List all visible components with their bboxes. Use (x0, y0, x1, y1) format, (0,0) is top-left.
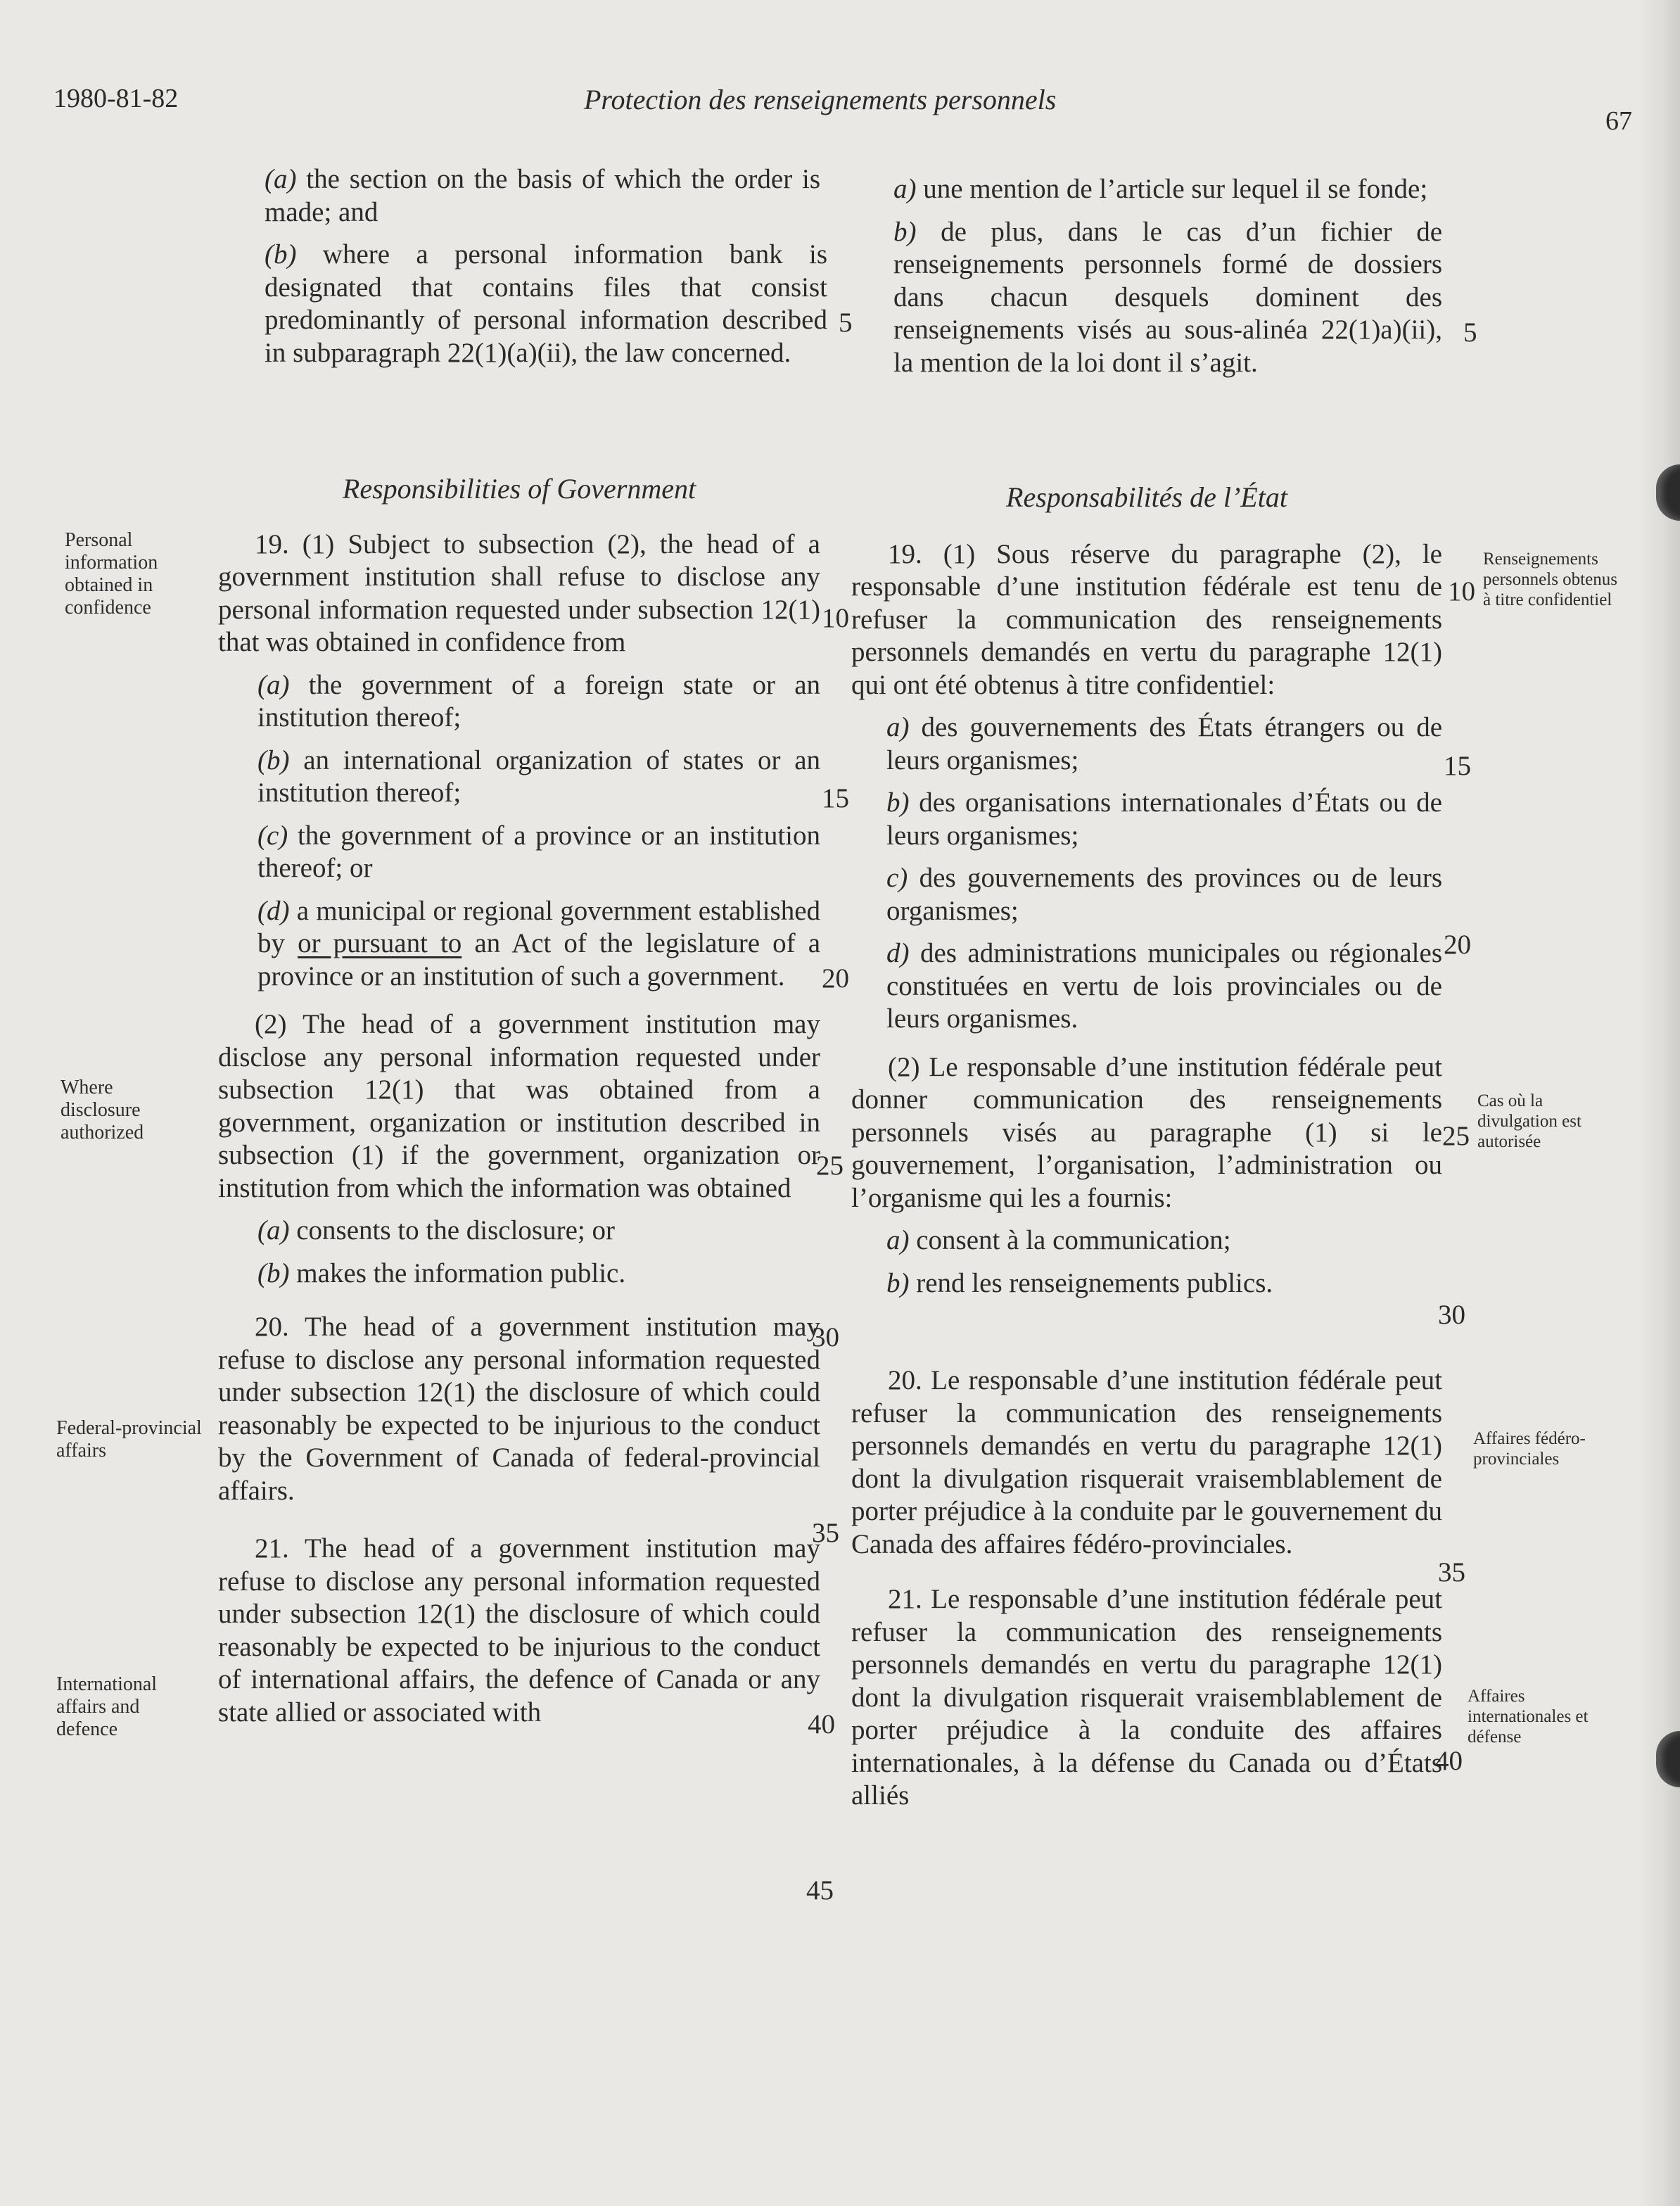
marginal-note-fr-19-2: Cas où la divulgation est autorisée (1477, 1091, 1582, 1151)
fr-item-top-a: a) une mention de l’article sur lequel il se fonde; (893, 174, 1428, 204)
english-column (218, 163, 827, 379)
en-line-number: 45 (806, 1875, 834, 1906)
en-s19-2-a: (a) consents to the disclosure; or (257, 1215, 615, 1245)
fr-line-number: 10 (1448, 576, 1475, 607)
fr-s19-1-c: c) des gouvernements des provinces ou de leurs organismes; (886, 863, 1443, 926)
french-column-body (851, 481, 1442, 1823)
en-s19-1-d: (d) a municipal or regional government established by or pursuant to an Act of the legislature of a province or an institution of such a government. (257, 895, 821, 991)
marginal-note-en-21: International affairs and defence (56, 1673, 158, 1740)
en-line-number: 40 (808, 1709, 835, 1739)
fr-s19-1-d: d) des administrations municipales ou régionales constituées en vertu de lois provinciales ou de leurs organismes. (886, 938, 1442, 1034)
fr-item-top-b: b) de plus, dans le cas d’un fichier de renseignements personnels formé de dossiers dans chacun desquels dominent des renseignements visés au sous-alinéa 22(1)a)(ii), la mention de la loi dont il s’agit. (893, 216, 1442, 378)
en-heading: Responsibilities of Government (342, 473, 696, 505)
en-line-number: 30 (812, 1322, 839, 1352)
en-s19-2-b: (b) makes the information public. (257, 1257, 626, 1288)
en-s20: 20. The head of a government institution may refuse to disclose any personal information requested under subsection 12(1) the disclosure of which could reasonably be expected to be injurious to the conduct by the Government of Canada of federal-provincial affairs. (218, 1312, 820, 1506)
marginal-note-fr-20: Affaires fédéro-provinciales (1473, 1429, 1586, 1469)
fr-line-number: 15 (1444, 751, 1471, 781)
fr-line-number: 40 (1435, 1746, 1463, 1776)
marginal-note-fr-19-1: Renseignements personnels obtenus à titre confidentiel (1483, 550, 1617, 609)
en-line-number: 15 (822, 783, 849, 813)
header-years: 1980-81-82 (53, 84, 179, 113)
fr-heading: Responsabilités de l’État (1006, 481, 1287, 513)
fr-s19-2-a: a) consent à la communication; (886, 1225, 1231, 1255)
en-s19-2-intro: (2) The head of a government institution may disclose any personal information requested under subsection 12(1) that was obtained from a government, organization or institution described in subsection (1) if the government, organization or institution from which the information was obtained (218, 1009, 820, 1203)
en-line-number: 20 (822, 963, 849, 994)
en-line-number: 35 (812, 1518, 839, 1548)
marginal-note-en-19-1: Personal information obtained in confidence (65, 529, 158, 619)
en-item-top-b: (b) where a personal information bank is designated that contains files that consist predominantly of personal information described in subparagraph 22(1)(a)(ii), the law concerned. (265, 239, 827, 368)
marginal-note-fr-21: Affaires internationales et défense (1468, 1687, 1589, 1747)
marginal-note-en-19-2: Where disclosure authorized (61, 1077, 144, 1143)
fr-s21: 21. Le responsable d’une institution fédérale peut refuser la communication des renseignements personnels demandés en vertu du paragraphe 12(1) dont la divulgation risquerait vraisemblablement de porter préjudice à la conduite des affaires internationales, à la défense du Canada ou d’États alliés (851, 1584, 1442, 1811)
en-item-top-a: (a) the section on the basis of which the order is made; and (265, 164, 821, 227)
fr-s20: 20. Le responsable d’une institution fédérale peut refuser la communication des renseignements personnels demandés en vertu du paragraphe 12(1) dont la divulgation risquerait vraisemblablement de porter préjudice à la conduite par le gouvernement du Canada des affaires fédéro-provinciales. (851, 1365, 1442, 1559)
marginal-note-en-20: Federal-provincial affairs (56, 1417, 202, 1462)
fr-s19-1-a: a) des gouvernements des États étrangers ou de leurs organismes; (886, 712, 1442, 775)
header-title: Protection des renseignements personnels (584, 84, 1057, 115)
page-edge-shadow (1638, 0, 1680, 2206)
fr-line-number: 25 (1442, 1121, 1470, 1151)
fr-line-number: 35 (1438, 1557, 1465, 1587)
en-s21: 21. The head of a government institution may refuse to disclose any personal information requested under subsection 12(1) the disclosure of which could reasonably be expected to be injurious to the conduct of international affairs, the defence of Canada or any state allied or associated with (218, 1533, 820, 1728)
en-line-number: 5 (839, 308, 853, 338)
french-column (851, 173, 1442, 389)
fr-line-number: 20 (1444, 930, 1471, 960)
en-s19-1-c: (c) the government of a province or an institution thereof; or (257, 820, 821, 883)
english-column-body (218, 473, 820, 1739)
fr-line-number: 5 (1463, 317, 1477, 348)
fr-line-number: 30 (1438, 1300, 1465, 1330)
page-number: 67 (1605, 106, 1632, 136)
fr-s19-1-intro: 19. (1) Sous réserve du paragraphe (2), le responsable d’une institution fédérale est tenu de refuser la communication des renseignements personnels demandés en vertu du paragraphe 12(1) qui ont été obtenus à titre confidentiel: (851, 538, 1442, 700)
en-s19-1-intro: 19. (1) Subject to subsection (2), the head of a government institution shall refuse to disclose any personal information requested under subsection 12(1) that was obtained in confidence from (218, 528, 820, 657)
fr-s19-2-intro: (2) Le responsable d’une institution fédérale peut donner communication des renseignements personnels visés au paragraphe (1) si le gouvernement, l’organisation, l’administration ou l’organisme qui les a fournis: (851, 1051, 1442, 1213)
en-line-number: 25 (816, 1150, 844, 1181)
en-s19-1-b: (b) an international organization of states or an institution thereof; (257, 744, 821, 808)
amendment-underline: or pursuant to (298, 928, 462, 958)
en-s19-1-a: (a) the government of a foreign state or an institution thereof; (257, 669, 821, 733)
en-line-number: 10 (822, 603, 849, 633)
fr-s19-2-b: b) rend les renseignements publics. (886, 1267, 1273, 1298)
fr-s19-1-b: b) des organisations internationales d’États ou de leurs organismes; (886, 787, 1442, 851)
